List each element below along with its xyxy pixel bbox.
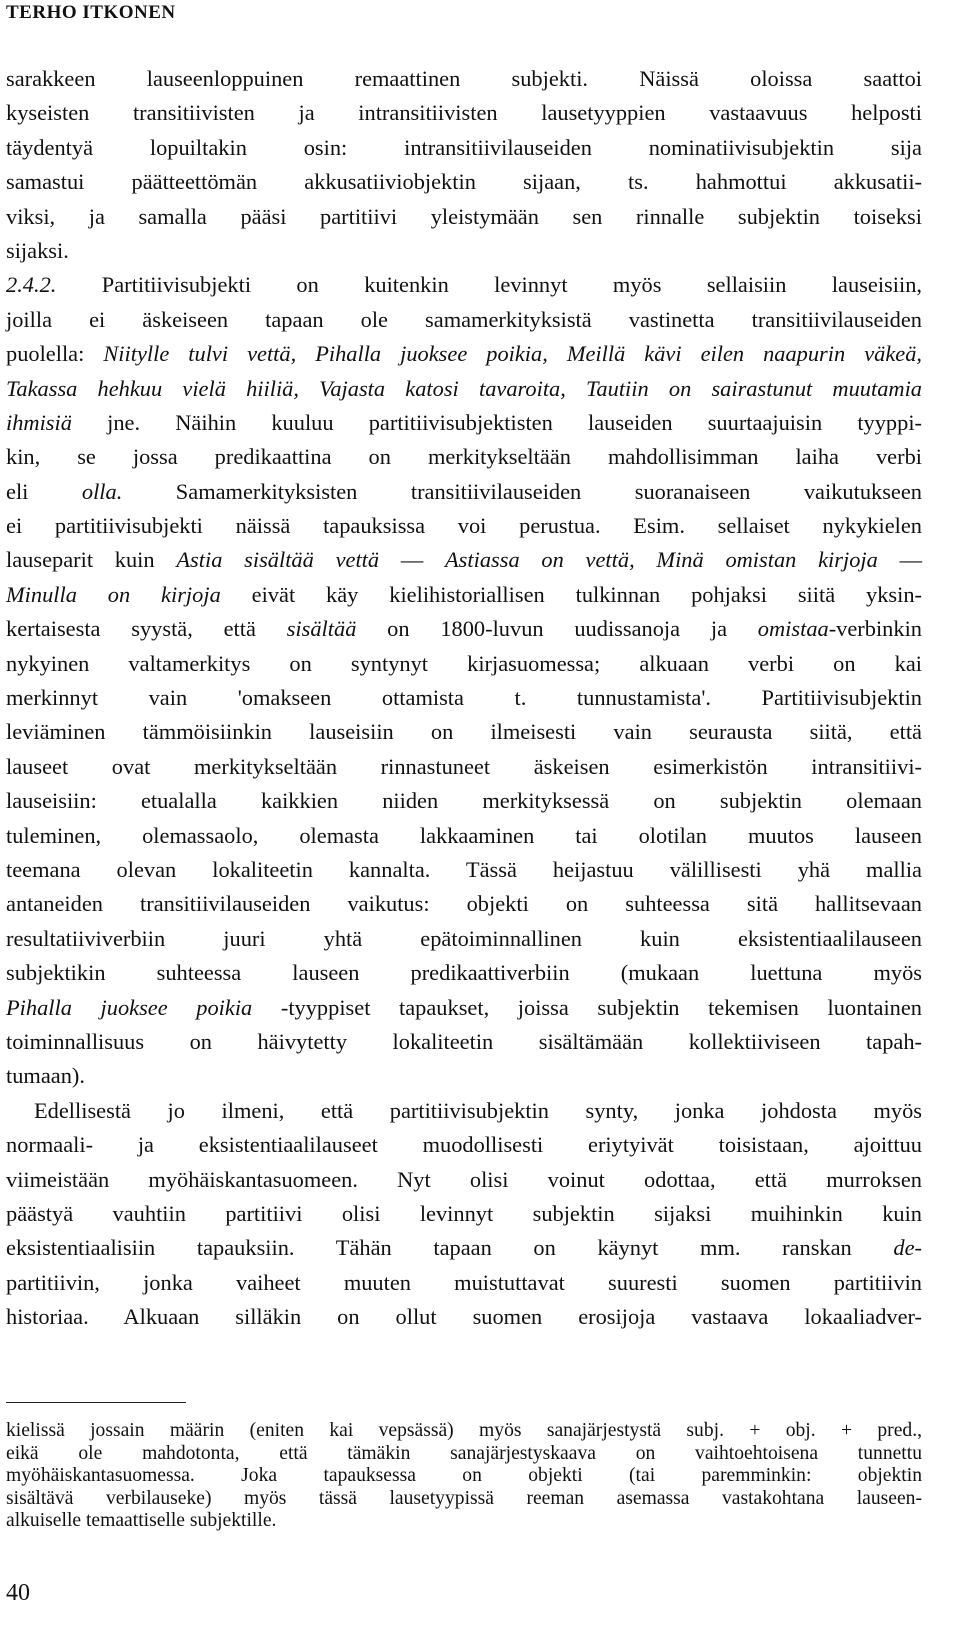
text-line: eli olla. Samamerkityksisten transitiivilauseiden suoranaiseen vaikutukseen: [6, 478, 922, 504]
text-line: viimeistään myöhäiskantasuomeen. Nyt olisi voinut odottaa, että murroksen: [6, 1166, 922, 1192]
footnote-rule: [6, 1402, 186, 1403]
footnote: [6, 1420, 922, 1533]
text-line: leviäminen tämmöisiinkin lauseisiin on ilmeisesti vain seurausta siitä, että: [6, 719, 922, 745]
text-line: toiminnallisuus on häivytetty lokaliteetin sisältämään kollektiiviseen tapah-: [6, 1028, 922, 1054]
example-sentences: Niitylle tulvi vettä, Pihalla juoksee poikia, Meillä kävi eilen naapurin väkeä,: [103, 341, 922, 367]
text-line: sijaksi.: [6, 237, 69, 263]
example-word: sisältää: [286, 616, 357, 642]
example-sentence: Pihalla juoksee poikia: [6, 994, 253, 1020]
text-line: subjektikin suhteessa lauseen predikaattiverbiin (mukaan luettuna myös: [6, 960, 922, 986]
text-line: Edellisestä jo ilmeni, että partitiivisubjektin synty, jonka johdosta myös: [34, 1097, 922, 1123]
running-head: TERHO ITKONEN: [6, 2, 176, 23]
text-line: normaali- ja eksistentiaalilauseet muodollisesti eriytyivät toisistaan, ajoittuu: [6, 1132, 922, 1158]
text-line: [6, 372, 922, 406]
text-line: kyseisten transitiivisten ja intransitiivisten lausetyyppien vastaavuus helposti: [6, 100, 922, 126]
footnote-line: kielissä jossain määrin (eniten kai vepsässä) myös sanajärjestystä subj. + obj. + pred.,: [6, 1420, 922, 1441]
section-number: 2.4.2.: [6, 272, 57, 298]
text-line: Pihalla juoksee poikia -tyyppiset tapaukset, joissa subjektin tekemisen luontainen: [6, 994, 922, 1020]
text-line: teemana olevan lokaliteetin kannalta. Tässä heijastuu välillisesti yhä mallia: [6, 856, 922, 882]
text-line: täydentyä lopuiltakin osin: intransitiivilauseiden nominatiivisubjektin sija: [6, 134, 922, 160]
text-line: resultatiiviverbiin juuri yhtä epätoiminnallinen kuin eksistentiaalilauseen: [6, 925, 922, 951]
text-line: lauseparit kuin Astia sisältää vettä — Astiassa on vettä, Minä omistan kirjoja —: [6, 547, 922, 573]
example-sentence: Astiassa on vettä, Minä omistan kirjoja: [445, 547, 878, 573]
text-line: puolella: Niitylle tulvi vettä, Pihalla juoksee poikia, Meillä kävi eilen naapurin väkeä,: [6, 341, 922, 367]
footnote-line: myöhäiskantasuomessa. Joka tapauksessa on objekti (tai paremminkin: objektin: [6, 1465, 922, 1487]
page-number: 40: [6, 1580, 30, 1606]
text-line: lauseisiin: etualalla kaikkien niiden merkityksessä on subjektin olemaan: [6, 788, 922, 814]
text-line: Minulla on kirjoja eivät käy kielihistoriallisen tulkinnan pohjaksi siitä yksin-: [6, 581, 922, 607]
example-sentence: Minulla on kirjoja: [6, 581, 221, 607]
text-line: kin, se jossa predikaattina on merkitykseltään mahdollisimman laiha verbi: [6, 444, 922, 470]
footnote-line: alkuiselle temaattiselle subjektille.: [6, 1510, 277, 1532]
text-line: tumaan).: [6, 1063, 85, 1089]
text-line: joilla ei äskeiseen tapaan ole samamerkityksistä vastinetta transitiivilauseiden: [6, 306, 922, 332]
text-line: viksi, ja samalla pääsi partitiivi yleistymään sen rinnalle subjektin toiseksi: [6, 203, 922, 229]
text-line: historiaa. Alkuaan silläkin on ollut suomen erosijoja vastaava lokaaliadver-: [6, 1304, 922, 1330]
text-line: nykyinen valtamerkitys on syntynyt kirjasuomessa; alkuaan verbi on kai: [6, 650, 922, 676]
footnote-line: sisältävä verbilauseke) myös tässä lausetyypissä reeman asemassa vastakohtana lauseen-: [6, 1487, 922, 1509]
text-line: 2.4.2. Partitiivisubjekti on kuitenkin levinnyt myös sellaisiin lauseisiin,: [6, 272, 922, 298]
body-text: [6, 62, 922, 1334]
text-line: ihmisiä jne. Näihin kuuluu partitiivisubjektisten lauseiden suurtaajuisin tyyppi-: [6, 409, 922, 435]
text-line: antaneiden transitiivilauseiden vaikutus: objekti on suhteessa sitä hallitsevaan: [6, 891, 922, 917]
example-word: de-: [893, 1235, 922, 1261]
text-line: kertaisesta syystä, että sisältää on 1800-luvun uudissanoja ja omistaa-verbinkin: [6, 616, 922, 642]
text-line: merkinnyt vain 'omakseen ottamista t. tunnustamista'. Partitiivisubjektin: [6, 685, 922, 711]
text-line: päästyä vauhtiin partitiivi olisi levinnyt subjektin sijaksi muihinkin kuin: [6, 1200, 922, 1226]
text-line: samastui päätteettömän akkusatiiviobjektin sijaan, ts. hahmottui akkusatii-: [6, 169, 922, 195]
footnote-line: eikä ole mahdotonta, että tämäkin sanajärjestyskaava on vaihtoehtoisena tunnettu: [6, 1442, 922, 1464]
example-sentence: Astia sisältää vettä: [176, 547, 380, 573]
example-sentences: Takassa hehkuu vielä hiiliä, Vajasta katosi tavaroita, Tautiin on sairastunut muutamia: [6, 375, 922, 401]
text-line: ei partitiivisubjekti näissä tapauksissa voi perustua. Esim. sellaiset nykykielen: [6, 513, 922, 539]
example-word: olla.: [81, 478, 123, 504]
text-line: partitiivin, jonka vaiheet muuten muistuttavat suuresti suomen partitiivin: [6, 1269, 922, 1295]
example-word: ihmisiä: [6, 409, 72, 435]
text-line: tuleminen, olemassaolo, olemasta lakkaaminen tai olotilan muutos lauseen: [6, 822, 922, 848]
text-line: eksistentiaalisiin tapauksiin. Tähän tapaan on käynyt mm. ranskan de-: [6, 1235, 922, 1261]
text-line: lauseet ovat merkitykseltään rinnastuneet äskeisen esimerkistön intransitiivi-: [6, 753, 922, 779]
example-word: omistaa: [757, 616, 829, 642]
text-line: sarakkeen lauseenloppuinen remaattinen subjekti. Näissä oloissa saattoi: [6, 66, 922, 91]
